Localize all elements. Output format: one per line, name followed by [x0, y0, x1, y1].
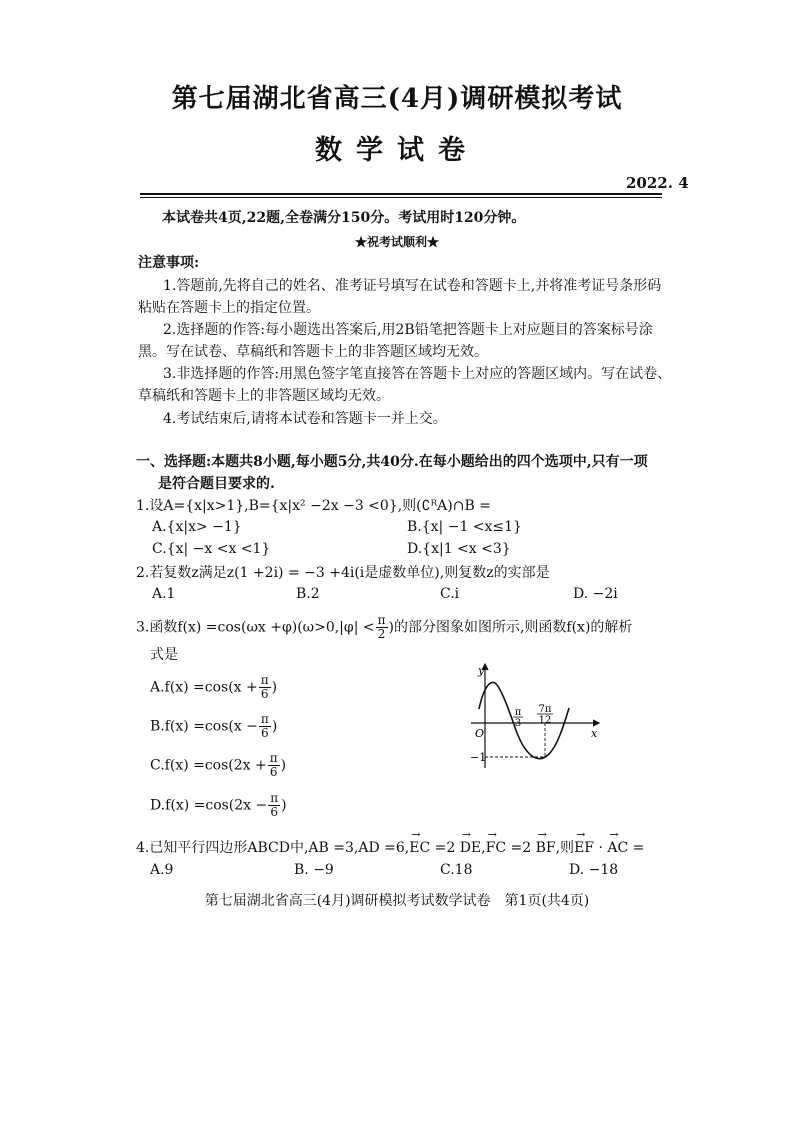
- note-line-5: 3.非选择题的作答:用黑色签字笔直接答在答题卡上对应的答题区域内。写在试卷、: [163, 366, 672, 382]
- q3-d-num: π: [270, 791, 279, 805]
- vector-bf: [535, 828, 556, 858]
- vector-arrow-icon: →: [576, 828, 586, 841]
- q3-b-close: ): [271, 718, 278, 735]
- note-line-4: 黑。写在试卷、草稿纸和答题卡上的非答题区域均无效。: [138, 344, 488, 360]
- q3-c-num: π: [269, 751, 278, 765]
- q2-option-b: B.2: [296, 586, 320, 602]
- q4-tail: =: [628, 840, 645, 856]
- q2-option-a: A.1: [152, 586, 176, 602]
- vector-de-label: DE: [459, 840, 482, 856]
- q1-option-a: A.{x|x> −1}: [152, 519, 242, 535]
- q3-option-b: [150, 713, 277, 740]
- cosine-curve: [479, 682, 569, 758]
- q3-b-den: 6: [261, 726, 269, 740]
- q3-c-text: C.f(x) =cos(2x +: [150, 757, 267, 774]
- q3-a-num: π: [260, 673, 269, 687]
- vector-arrow-icon: →: [411, 828, 421, 841]
- vector-arrow-icon: →: [461, 828, 471, 841]
- q4-eq-b: =2: [506, 840, 536, 856]
- vector-ac: [607, 828, 629, 858]
- x-axis-label: x: [591, 727, 598, 740]
- q4-option-b: B. −9: [294, 862, 334, 878]
- q3-a-text: A.f(x) =cos(x +: [150, 679, 258, 696]
- section-1-heading: 一、选择题:本题共8小题,每小题5分,共40分.在每小题给出的四个选项中,只有一项: [136, 454, 648, 470]
- notes-heading: 注意事项:: [138, 255, 200, 271]
- q1-option-b: B.{x| −1 <x≤1}: [407, 519, 522, 535]
- vector-fc-label: FC: [485, 840, 507, 856]
- q4-stem: [136, 828, 645, 858]
- y-axis-label: y: [478, 664, 485, 677]
- origin-label: O: [475, 727, 485, 740]
- page-footer: 第七届湖北省高三(4月)调研模拟考试数学试卷 第1页(共4页): [204, 893, 590, 909]
- vector-fc: [485, 828, 507, 858]
- q3-d-text: D.f(x) =cos(2x −: [150, 797, 268, 814]
- tick-7pi-12-den: 12: [538, 715, 552, 726]
- q3-c-close: ): [280, 757, 287, 774]
- q4-option-d: D. −18: [569, 862, 619, 878]
- q3-stem-frac-num: π: [377, 613, 386, 627]
- q3-c-den: 6: [269, 765, 278, 779]
- exam-info: 本试卷共4页,22题,全卷满分150分。考试用时120分钟。: [162, 210, 526, 226]
- q3-b-fraction: [259, 713, 271, 740]
- q3-stem-fraction: [376, 614, 388, 641]
- q3-b-text: B.f(x) =cos(x −: [150, 718, 258, 735]
- vector-ef: [574, 828, 594, 858]
- q2-option-c: C.i: [440, 586, 460, 602]
- header-rule-thin: [140, 197, 662, 198]
- good-luck-line: ★祝考试顺利★: [354, 235, 439, 249]
- q3-c-fraction: [268, 752, 280, 779]
- q4-option-c: C.18: [440, 862, 473, 878]
- exam-date: 2022. 4: [626, 174, 689, 192]
- q3-option-a: [150, 674, 277, 701]
- vector-ac-label: AC: [607, 840, 629, 856]
- q3-d-close: ): [281, 797, 287, 814]
- q4-comma: ,: [481, 840, 486, 856]
- q3-stem-end: )的部分图象如图所示,则函数f(x)的解析: [388, 619, 633, 636]
- vector-de: [459, 828, 482, 858]
- q3-stem-cont: 式是: [150, 647, 178, 663]
- q3-a-close: ): [271, 679, 278, 696]
- vector-ec: [409, 828, 431, 858]
- neg-one-label: −1: [470, 751, 487, 764]
- q4-stem-start: 4.已知平行四边形ABCD中,AB =3,AD =6,: [136, 840, 410, 856]
- section-1-heading-cont: 是符合题目要求的.: [158, 476, 275, 492]
- tick-pi-3-den: 3: [514, 718, 522, 729]
- q2-stem: 2.若复数z满足z(1 +2i) = −3 +4i(i是虚数单位),则复数z的实部是: [136, 565, 550, 581]
- note-line-1: 1.答题前,先将自己的姓名、准考证号填写在试卷和答题卡上,并将准考证号条形码: [163, 278, 662, 294]
- note-line-7: 4.考试结束后,请将本试卷和答题卡一并上交。: [163, 411, 447, 427]
- exam-subtitle: 数学试卷: [315, 135, 479, 166]
- q3-a-fraction: [259, 674, 271, 701]
- q3-stem-start: 3.函数f(x) =cos(ωx +φ)(ω>0,|φ| <: [136, 619, 375, 636]
- q3-a-den: 6: [260, 687, 269, 701]
- header-rule-thick: [140, 193, 662, 195]
- note-line-6: 草稿纸和答题卡上的非答题区域均无效。: [138, 388, 390, 404]
- q3-b-num: π: [260, 712, 269, 726]
- vector-arrow-icon: →: [487, 828, 497, 841]
- q2-option-d: D. −2i: [573, 586, 618, 602]
- q4-eq-a: =2: [430, 840, 460, 856]
- tick-7pi-12-num: 7π: [538, 704, 552, 715]
- q3-stem: [136, 614, 632, 641]
- exam-title: 第七届湖北省高三(4月)调研模拟考试: [171, 84, 623, 114]
- note-line-3: 2.选择题的作答:每小题选出答案后,用2B铅笔把答题卡上对应题目的答案标号涂: [163, 322, 653, 338]
- q3-d-fraction: [268, 792, 280, 819]
- vector-ec-label: EC: [409, 840, 431, 856]
- q3-d-den: 6: [270, 805, 279, 819]
- q3-option-c: [150, 752, 286, 779]
- q3-option-d: [150, 792, 287, 819]
- q1-option-c: C.{x| −x <x <1}: [152, 541, 271, 557]
- q4-option-a: A.9: [150, 862, 174, 878]
- vector-arrow-icon: →: [609, 828, 619, 841]
- q1-option-d: D.{x|1 <x <3}: [407, 541, 511, 557]
- vector-bf-label: BF: [535, 840, 556, 856]
- q4-then: ,则: [555, 840, 575, 856]
- q3-cosine-graph: [465, 658, 605, 773]
- note-line-2: 粘贴在答题卡上的指定位置。: [138, 300, 320, 316]
- q1-stem: 1.设A={x|x>1},B={x|x² −2x −3 <0},则(∁ᴿA)∩B =: [136, 498, 491, 514]
- q3-stem-frac-den: 2: [377, 627, 386, 641]
- vector-arrow-icon: →: [537, 828, 547, 841]
- tick-pi-3-num: π: [514, 707, 522, 718]
- vector-ef-label: EF: [574, 840, 594, 856]
- q4-dot: ·: [594, 840, 608, 856]
